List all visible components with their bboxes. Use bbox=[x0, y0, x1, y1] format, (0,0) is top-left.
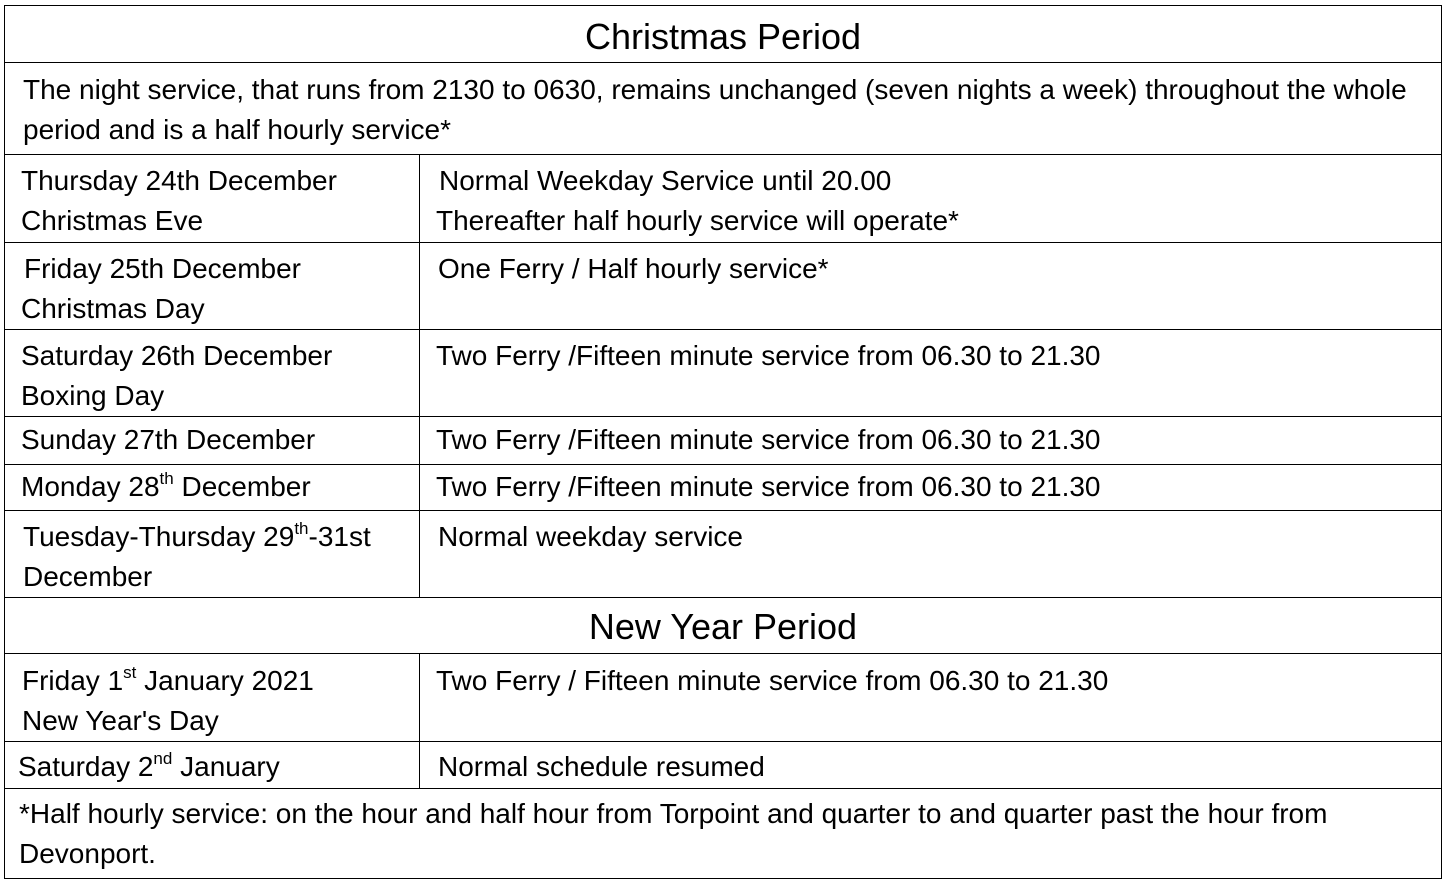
date-cell bbox=[5, 511, 420, 598]
ordinal-suffix: nd bbox=[153, 748, 173, 768]
service-text: Normal weekday service bbox=[438, 521, 743, 552]
occasion-label: Christmas Day bbox=[21, 293, 205, 324]
ordinal-suffix: th bbox=[294, 518, 309, 538]
service-text: Normal Weekday Service until 20.00 bbox=[439, 165, 892, 196]
date-cell bbox=[5, 654, 420, 742]
service-text: Two Ferry /Fifteen minute service from 06.30 to 21.30 bbox=[436, 471, 1101, 502]
table-row bbox=[5, 742, 1442, 789]
day-label: Sunday 27th December bbox=[21, 424, 316, 455]
ferry-schedule-table bbox=[4, 5, 1442, 879]
table-row bbox=[5, 465, 1442, 511]
christmas-heading-cell bbox=[5, 6, 1442, 63]
service-cell bbox=[420, 243, 1442, 330]
footnote-row bbox=[5, 789, 1442, 879]
service-cell bbox=[420, 417, 1442, 465]
day-label: Friday 1st January 2021 bbox=[22, 662, 314, 696]
table-row bbox=[5, 511, 1442, 598]
date-cell bbox=[5, 742, 420, 789]
occasion-label: Boxing Day bbox=[21, 380, 165, 411]
service-text: Thereafter half hourly service will operate* bbox=[436, 205, 959, 236]
service-cell bbox=[420, 742, 1442, 789]
new-year-heading-row bbox=[5, 598, 1442, 654]
table-row bbox=[5, 243, 1442, 330]
service-cell bbox=[420, 511, 1442, 598]
christmas-heading-row bbox=[5, 6, 1442, 63]
service-text: One Ferry / Half hourly service* bbox=[438, 253, 829, 284]
day-label: Saturday 26th December bbox=[21, 340, 333, 371]
ordinal-suffix: th bbox=[159, 468, 174, 488]
day-label: Friday 25th December bbox=[24, 253, 302, 284]
date-cell bbox=[5, 330, 420, 417]
day-label: Monday 28th December bbox=[21, 468, 311, 502]
service-cell bbox=[420, 654, 1442, 742]
day-label: Thursday 24th December bbox=[21, 165, 337, 196]
date-cell bbox=[5, 417, 420, 465]
date-cell bbox=[5, 243, 420, 330]
ordinal-suffix: st bbox=[123, 662, 137, 682]
table-row bbox=[5, 654, 1442, 742]
service-text: Normal schedule resumed bbox=[438, 751, 765, 782]
service-text: Two Ferry / Fifteen minute service from 06.30 to 21.30 bbox=[436, 665, 1109, 696]
new-year-period-heading: New Year Period bbox=[588, 606, 858, 647]
day-label: Saturday 2nd January bbox=[18, 748, 280, 782]
service-cell bbox=[420, 465, 1442, 511]
night-service-note-row bbox=[5, 63, 1442, 155]
date-cell bbox=[5, 465, 420, 511]
new-year-heading-cell bbox=[5, 598, 1442, 654]
service-text: Two Ferry /Fifteen minute service from 06.30 to 21.30 bbox=[436, 340, 1101, 371]
half-hourly-footnote: *Half hourly service: on the hour and half hour from Torpoint and quarter to and quarter past the hour from Devonport. bbox=[5, 789, 1442, 879]
occasion-label: New Year's Day bbox=[22, 705, 219, 736]
night-service-note: The night service, that runs from 2130 to 0630, remains unchanged (seven nights a week) throughout the whole period and is a half hourly service* bbox=[5, 63, 1442, 155]
day-label: Tuesday-Thursday 29th-31st bbox=[23, 518, 371, 552]
service-cell bbox=[420, 155, 1442, 243]
table-row bbox=[5, 155, 1442, 243]
christmas-period-heading: Christmas Period bbox=[584, 16, 862, 57]
service-text: Two Ferry /Fifteen minute service from 06.30 to 21.30 bbox=[436, 424, 1101, 455]
service-cell bbox=[420, 330, 1442, 417]
occasion-label: Christmas Eve bbox=[21, 205, 204, 236]
table-row bbox=[5, 417, 1442, 465]
table-row bbox=[5, 330, 1442, 417]
day-label-continued: December bbox=[23, 561, 153, 592]
date-cell bbox=[5, 155, 420, 243]
